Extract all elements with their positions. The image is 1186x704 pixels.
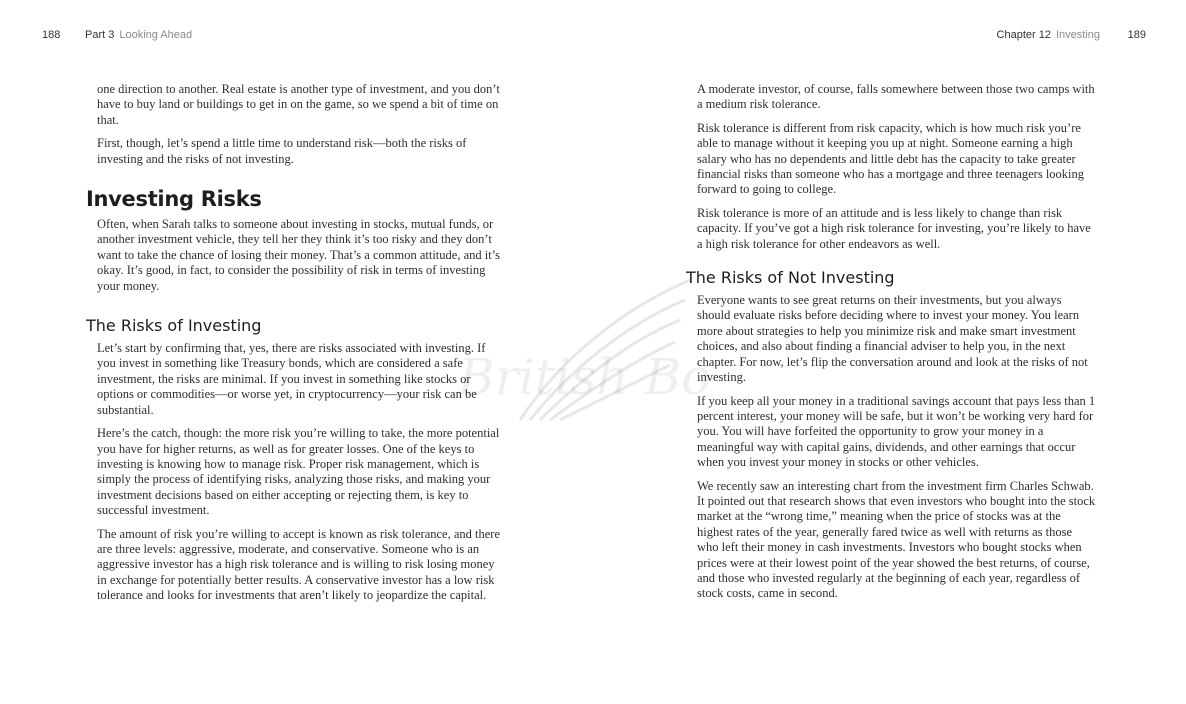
paragraph: Let’s start by confirming that, yes, there are risks associated with investing. If you invest in something like Treasury bonds, which are considered a safe investment, the risks are minimal. If you invest in something like stocks or options or commodities—or worse yet, in cryptocurrency—your risk can be substantial. [97, 341, 486, 417]
paragraph: We recently saw an interesting chart from the investment firm Charles Schwab. It pointed out that research shows that even investors who bought into the stock market at the “wrong time,” meaning when the price of stocks was at the highest rates of the year, generally fared twice as well with returns as those who left their money in cash investments. Investors who bought stocks when prices were at their lowest point of the year showed the best returns, of course, and those who invested regularly at the beginning of each year, regardless of stock costs, came in second. [697, 478, 1096, 601]
page-number-left: 188 [42, 29, 61, 41]
paragraph: one direction to another. Real estate is another type of investment, and you don’t have to buy land or buildings to get in on the game, so we spend a bit of time on that. [97, 82, 500, 127]
watermark-text: British Bo [458, 348, 712, 406]
subheading: The Risks of Not Investing [686, 268, 895, 288]
running-head-left [85, 29, 192, 41]
right-text-column [686, 82, 1096, 610]
paragraph: First, though, let’s spend a little time to understand risk—both the risks of investing and the risks of not investing. [97, 136, 467, 166]
running-head-right [997, 29, 1100, 41]
paragraph: Risk tolerance is more of an attitude and is less likely to change than risk capacity. If you’ve got a high risk tolerance for investing, you’re likely to have a high risk tolerance for other endeavors as well. [697, 205, 1091, 251]
right-page [593, 0, 1186, 704]
left-text-column [86, 82, 506, 612]
paragraph: Everyone wants to see great returns on their investments, but you always should evaluate risks before deciding where to invest your money. You learn more about strategies to help you minimize risk and make smart investment choices, and also about finding a financial adviser to help you, in the next chapter. For now, let’s flip the conversation around and look at the risks of not investing. [697, 293, 1088, 385]
subheading: The Risks of Investing [86, 316, 262, 336]
part-label: Part 3 [85, 29, 115, 41]
paragraph: The amount of risk you’re willing to accept is known as risk tolerance, and there are three levels: aggressive, moderate, and conservative. Someone who is an aggressive investor has a high risk tolerance and is willing to risk losing money in exchange for potentially better results. A conservative investor has a low risk tolerance and looks for investments that aren’t likely to jeopardize the capital. [97, 526, 501, 603]
paragraph: Here’s the catch, though: the more risk you’re willing to take, the more potential you have for higher returns, as well as for greater losses. One of the keys to investing is knowing how to manage risk. Proper risk management, which is simply the process of identifying risks, analyzing those risks, and making your investment decisions based on either accepting or rejecting them, is key to successful investment. [97, 426, 500, 518]
chapter-label: Chapter 12 [996, 29, 1051, 41]
part-title: Looking Ahead [119, 29, 193, 41]
paragraph: Risk tolerance is different from risk capacity, which is how much risk you’re able to manage without it keeping you up at night. Someone earning a high salary who has no dependents and little debt has the capacity to take greater financial risks than someone who has a mortgage and three teenagers looking forward to going to college. [697, 120, 1085, 197]
paragraph: If you keep all your money in a traditional savings account that pays less than 1 percent interest, your money will be safe, but it won’t be working very hard for you. You will have forfeited the opportunity to grow your money in a meaningful way with capital gains, dividends, and other earnings that occur when you invest your money in stocks or other vehicles. [697, 393, 1096, 470]
chapter-title: Investing [1055, 29, 1100, 41]
page-number-right: 189 [1127, 29, 1146, 41]
paragraph: A moderate investor, of course, falls somewhere between those two camps with a medium risk tolerance. [697, 82, 1095, 112]
paragraph: Often, when Sarah talks to someone about investing in stocks, mutual funds, or another investment vehicle, they tell her they think it’s too risky and they don’t want to take the chance of losing their money. That’s a common attitude, and it’s okay. It’s good, in fact, to consider the possibility of risk in terms of investing your money. [97, 217, 501, 293]
section-heading: Investing Risks [86, 187, 262, 212]
